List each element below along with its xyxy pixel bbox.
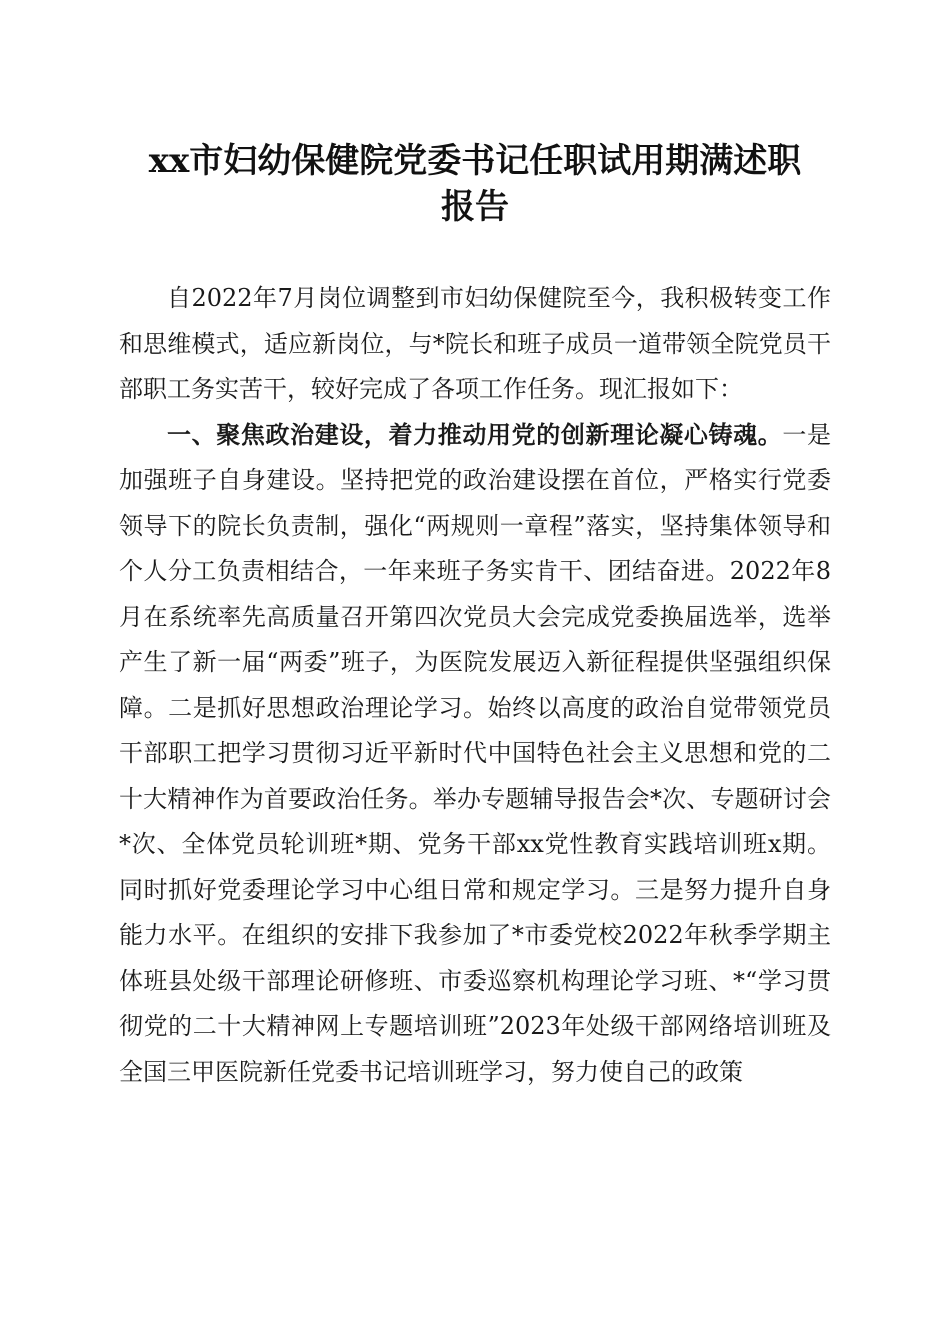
section-1-paragraph bbox=[119, 413, 831, 1096]
section-1-body: 一是加强班子自身建设。坚持把党的政治建设摆在首位，严格实行党委领导下的院长负责制，强化“两规则一章程”落实，坚持集体领导和个人分工负责相结合，一年来班子务实肯干、团结奋进。2022年8月在系统率先高质量召开第四次党员大会完成党委换届选举，选举产生了新一届“两委”班子，为医院发展迈入新征程提供坚强组织保障。二是抓好思想政治理论学习。始终以高度的政治自觉带领党员干部职工把学习贯彻习近平新时代中国特色社会主义思想和党的二十大精神作为首要政治任务。举办专题辅导报告会*次、专题研讨会*次、全体党员轮训班*期、党务干部xx党性教育实践培训班x期。同时抓好党委理论学习中心组日常和规定学习。三是努力提升自身能力水平。在组织的安排下我参加了*市委党校2022年秋季学期主体班县处级干部理论研修班、市委巡察机构理论学习班、*“学习贯彻党的二十大精神网上专题培训班”2023年处级干部网络培训班及全国三甲医院新任党委书记培训班学习，努力使自己的政策 bbox=[119, 420, 832, 1086]
intro-paragraph: 自2022年7月岗位调整到市妇幼保健院至今，我积极转变工作和思维模式，适应新岗位，与*院长和班子成员一道带领全院党员干部职工务实苦干，较好完成了各项工作任务。现汇报如下： bbox=[119, 284, 831, 403]
title-line-1: xx市妇幼保健院党委书记任职试用期满述职 bbox=[148, 141, 802, 181]
document-body bbox=[119, 276, 831, 1095]
document-title bbox=[110, 138, 840, 230]
title-line-2: 报告 bbox=[441, 187, 509, 227]
section-1-heading: 一、聚焦政治建设，着力推动用党的创新理论凝心铸魂。 bbox=[167, 420, 783, 449]
